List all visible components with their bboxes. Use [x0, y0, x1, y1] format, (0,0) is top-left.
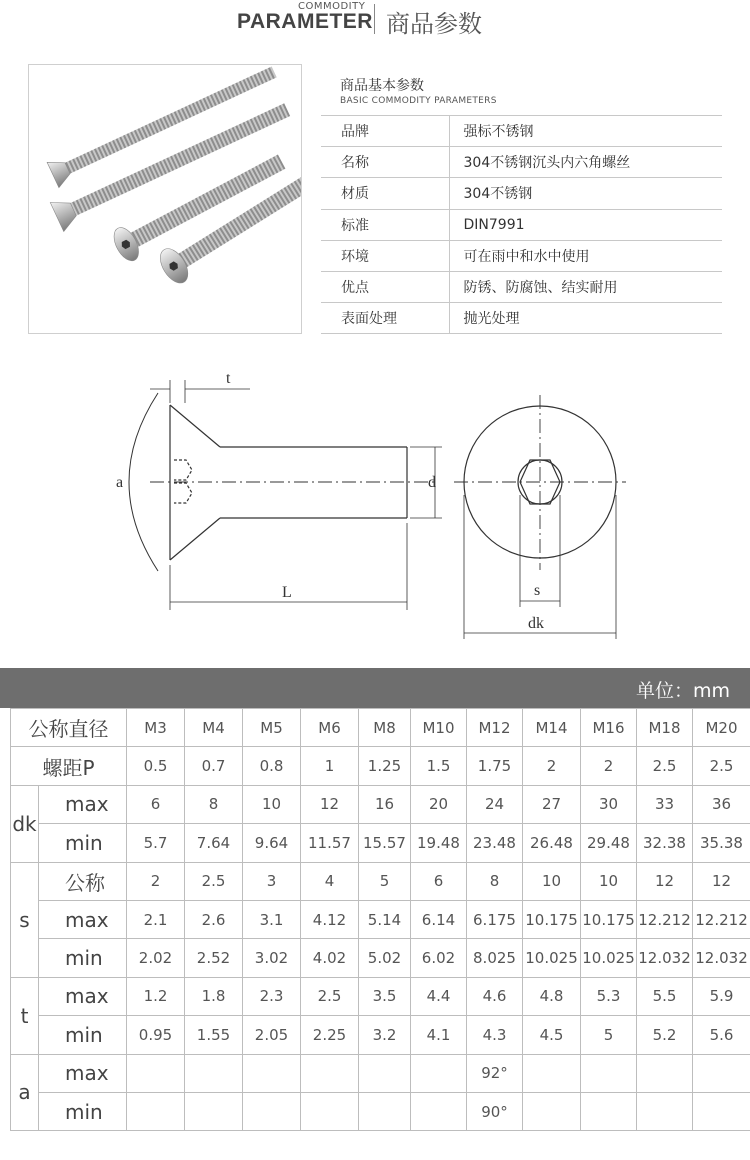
value-cell: 0.8 [243, 747, 301, 785]
dim-label-a: a [116, 474, 124, 491]
header-en-small: COMMODITY [298, 1, 366, 12]
table-row [321, 116, 722, 147]
value-cell: 1.25 [359, 747, 411, 785]
table-row [321, 240, 722, 271]
value-cell: 4.02 [301, 939, 359, 977]
a-max-label: max [39, 1054, 127, 1092]
value-cell: 10 [243, 785, 301, 823]
param-value: 强标不锈钢 [449, 116, 722, 147]
s-nominal-label: 公称 [39, 862, 127, 900]
value-cell [637, 1054, 693, 1092]
table-row [321, 147, 722, 178]
value-cell: 16 [359, 785, 411, 823]
param-value: 304不锈钢 [449, 178, 722, 209]
value-cell [359, 1054, 411, 1092]
size-header: M8 [359, 709, 411, 747]
value-cell [185, 1092, 243, 1130]
product-photo [28, 64, 302, 334]
value-cell: 2.52 [185, 939, 243, 977]
header-cn-title: 商品参数 [386, 10, 482, 38]
value-cell: 4 [301, 862, 359, 900]
header-en-title: PARAMETER [237, 10, 373, 33]
value-cell [301, 1054, 359, 1092]
value-cell [243, 1092, 301, 1130]
value-cell: 30 [581, 785, 637, 823]
value-cell: 1 [301, 747, 359, 785]
value-cell: 11.57 [301, 824, 359, 862]
dk-min-label: min [39, 824, 127, 862]
value-cell: 3.1 [243, 900, 301, 938]
s-min-label: min [39, 939, 127, 977]
value-cell: 2 [581, 747, 637, 785]
value-cell: 3 [243, 862, 301, 900]
header-divider [374, 4, 375, 34]
table-row [11, 1092, 750, 1130]
value-cell: 5 [359, 862, 411, 900]
value-cell: 6.02 [411, 939, 467, 977]
basic-params-title: 商品基本参数 [340, 78, 424, 94]
param-value: 防锈、防腐蚀、结实耐用 [449, 271, 722, 302]
table-row [11, 824, 750, 862]
value-cell: 2 [127, 862, 185, 900]
value-cell: 24 [467, 785, 523, 823]
param-value: 304不锈钢沉头内六角螺丝 [449, 147, 722, 178]
value-cell [127, 1092, 185, 1130]
value-cell: 10.025 [581, 939, 637, 977]
value-cell: 12.032 [637, 939, 693, 977]
value-cell: 1.55 [185, 1016, 243, 1054]
size-header: M20 [693, 709, 750, 747]
table-row [11, 709, 750, 747]
value-cell: 5 [581, 1016, 637, 1054]
screw-technical-drawing [110, 365, 630, 650]
table-row [11, 900, 750, 938]
value-cell: 1.8 [185, 977, 243, 1015]
value-cell: 5.9 [693, 977, 750, 1015]
table-row [11, 939, 750, 977]
dim-label-L: L [282, 584, 292, 601]
t-max-label: max [39, 977, 127, 1015]
value-cell [693, 1054, 750, 1092]
param-key: 品牌 [321, 116, 449, 147]
value-cell: 2 [523, 747, 581, 785]
value-cell: 0.5 [127, 747, 185, 785]
value-cell: 6.14 [411, 900, 467, 938]
param-key: 标准 [321, 209, 449, 240]
size-header: M4 [185, 709, 243, 747]
dim-label-t: t [226, 370, 231, 387]
value-cell: 29.48 [581, 824, 637, 862]
value-cell: 2.25 [301, 1016, 359, 1054]
size-header: M10 [411, 709, 467, 747]
basic-params-table [321, 115, 722, 334]
value-cell: 5.5 [637, 977, 693, 1015]
value-cell: 19.48 [411, 824, 467, 862]
value-cell: 4.3 [467, 1016, 523, 1054]
value-cell: 12.032 [693, 939, 750, 977]
table-row [11, 862, 750, 900]
value-cell: 2.5 [185, 862, 243, 900]
a-label: a [11, 1054, 39, 1131]
value-cell [693, 1092, 750, 1130]
value-cell: 1.75 [467, 747, 523, 785]
s-max-label: max [39, 900, 127, 938]
size-header: M5 [243, 709, 301, 747]
value-cell: 9.64 [243, 824, 301, 862]
value-cell [523, 1054, 581, 1092]
value-cell: 10 [523, 862, 581, 900]
dim-label-d: d [428, 474, 436, 491]
value-cell [359, 1092, 411, 1130]
value-cell: 3.02 [243, 939, 301, 977]
value-cell: 4.4 [411, 977, 467, 1015]
value-cell: 1.5 [411, 747, 467, 785]
value-cell: 2.5 [693, 747, 750, 785]
param-key: 环境 [321, 240, 449, 271]
value-cell: 8.025 [467, 939, 523, 977]
value-cell: 6 [411, 862, 467, 900]
dk-max-label: max [39, 785, 127, 823]
table-row [321, 178, 722, 209]
dim-label-dk: dk [528, 615, 544, 632]
size-header: M6 [301, 709, 359, 747]
spec-table-header-bar [0, 668, 750, 708]
value-cell: 12.212 [693, 900, 750, 938]
value-cell [127, 1054, 185, 1092]
param-value: 可在雨中和水中使用 [449, 240, 722, 271]
table-row [11, 977, 750, 1015]
table-row [321, 303, 722, 334]
value-cell: 5.7 [127, 824, 185, 862]
value-cell: 36 [693, 785, 750, 823]
param-value: 抛光处理 [449, 303, 722, 334]
value-cell: 12 [301, 785, 359, 823]
value-cell [581, 1092, 637, 1130]
spec-table [10, 708, 750, 1131]
value-cell: 8 [467, 862, 523, 900]
side-view [129, 380, 442, 610]
param-key: 名称 [321, 147, 449, 178]
pitch-label: 螺距P [11, 747, 127, 785]
dk-label: dk [11, 785, 39, 862]
value-cell: 4.5 [523, 1016, 581, 1054]
table-row [321, 209, 722, 240]
value-cell: 12 [693, 862, 750, 900]
basic-params-subtitle: BASIC COMMODITY PARAMETERS [340, 96, 497, 106]
size-header: M14 [523, 709, 581, 747]
end-view [454, 395, 626, 639]
value-cell: 0.95 [127, 1016, 185, 1054]
value-cell: 12 [637, 862, 693, 900]
table-row [11, 1016, 750, 1054]
t-min-label: min [39, 1016, 127, 1054]
value-cell: 4.1 [411, 1016, 467, 1054]
unit-label: 单位：mm [635, 680, 730, 702]
value-cell [637, 1092, 693, 1130]
value-cell: 4.12 [301, 900, 359, 938]
value-cell: 7.64 [185, 824, 243, 862]
param-key: 材质 [321, 178, 449, 209]
value-cell: 90° [467, 1092, 523, 1130]
value-cell [411, 1054, 467, 1092]
value-cell [581, 1054, 637, 1092]
value-cell: 20 [411, 785, 467, 823]
size-header: M12 [467, 709, 523, 747]
value-cell: 5.2 [637, 1016, 693, 1054]
value-cell: 4.8 [523, 977, 581, 1015]
size-header: M16 [581, 709, 637, 747]
value-cell [523, 1092, 581, 1130]
value-cell: 2.02 [127, 939, 185, 977]
param-value: DIN7991 [449, 209, 722, 240]
value-cell: 0.7 [185, 747, 243, 785]
table-row [321, 271, 722, 302]
size-header: M3 [127, 709, 185, 747]
table-row [11, 1054, 750, 1092]
t-label: t [11, 977, 39, 1054]
value-cell: 23.48 [467, 824, 523, 862]
a-min-label: min [39, 1092, 127, 1130]
value-cell: 3.5 [359, 977, 411, 1015]
value-cell: 8 [185, 785, 243, 823]
value-cell: 4.6 [467, 977, 523, 1015]
value-cell: 12.212 [637, 900, 693, 938]
value-cell: 6 [127, 785, 185, 823]
value-cell: 92° [467, 1054, 523, 1092]
value-cell [411, 1092, 467, 1130]
value-cell: 27 [523, 785, 581, 823]
value-cell: 26.48 [523, 824, 581, 862]
table-row [11, 747, 750, 785]
table-row [11, 785, 750, 823]
dim-label-s: s [534, 582, 541, 599]
value-cell: 5.14 [359, 900, 411, 938]
param-key: 表面处理 [321, 303, 449, 334]
size-header: M18 [637, 709, 693, 747]
value-cell: 10.025 [523, 939, 581, 977]
value-cell: 10.175 [523, 900, 581, 938]
value-cell: 2.1 [127, 900, 185, 938]
nominal-diameter-label: 公称直径 [11, 709, 127, 747]
value-cell: 5.3 [581, 977, 637, 1015]
value-cell [243, 1054, 301, 1092]
screws-image [29, 65, 302, 334]
value-cell: 3.2 [359, 1016, 411, 1054]
value-cell: 2.05 [243, 1016, 301, 1054]
value-cell [185, 1054, 243, 1092]
value-cell [301, 1092, 359, 1130]
value-cell: 6.175 [467, 900, 523, 938]
value-cell: 10 [581, 862, 637, 900]
value-cell: 2.3 [243, 977, 301, 1015]
value-cell: 35.38 [693, 824, 750, 862]
value-cell: 5.02 [359, 939, 411, 977]
value-cell: 2.6 [185, 900, 243, 938]
param-key: 优点 [321, 271, 449, 302]
value-cell: 15.57 [359, 824, 411, 862]
s-label: s [11, 862, 39, 977]
value-cell: 1.2 [127, 977, 185, 1015]
value-cell: 10.175 [581, 900, 637, 938]
value-cell: 2.5 [301, 977, 359, 1015]
value-cell: 33 [637, 785, 693, 823]
value-cell: 5.6 [693, 1016, 750, 1054]
value-cell: 2.5 [637, 747, 693, 785]
value-cell: 32.38 [637, 824, 693, 862]
